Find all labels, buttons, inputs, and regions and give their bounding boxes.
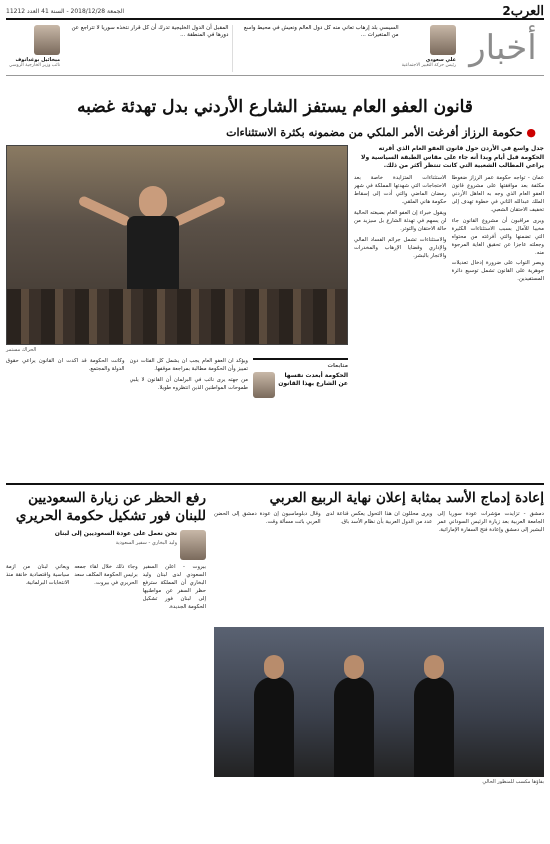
paragraph: ويرى محللون أن هذا التحول يعكس قناعة لدى عدد من الدول العربية بأن نظام الأسد باق.	[325, 511, 433, 525]
quote-text: السيسي بلد إرهاب تعاني منه كل دول العالم ونعيش في محيط واسع من المتغيرات ...	[243, 25, 399, 39]
story1-subhead	[6, 126, 544, 139]
article-column	[6, 358, 125, 475]
paragraph: ويقول خبراء إن العفو العام بصيغته الحالية لن يسهم في تهدئة الشارع بل سيزيد من حالة الاحتقان والتوتر.	[354, 209, 447, 232]
article-column	[452, 175, 545, 475]
quote-2	[9, 25, 233, 72]
quote-1	[237, 25, 460, 72]
lower-section	[6, 489, 544, 844]
story2	[214, 489, 544, 844]
paragraph: ويعاني لبنان من أزمة سياسية واقتصادية خانقة منذ الانتخابات البرلمانية.	[6, 564, 70, 586]
quotes-bar	[6, 22, 462, 75]
story1	[6, 145, 544, 475]
story1-columns	[354, 175, 544, 475]
paragraph: ويؤكد أن العفو العام يجب أن يشمل كل الفئات دون تمييز وأن الحكومة مطالبة بمراجعة موقفها.	[129, 358, 248, 372]
paragraph: بيروت - أعلن السفير السعودي لدى لبنان وليد البخاري أن المملكة سترفع حظر السفر عن مواطنيها إلى لبنان فور تشكيل الحكومة الجديدة.	[142, 564, 206, 610]
bullet-icon: ●	[526, 126, 536, 139]
issue-line: الجمعة 2018/12/28 - السنة 41 العدد 11212	[6, 7, 124, 15]
sidebox	[253, 358, 348, 475]
quote-name: علي سعودي	[425, 57, 456, 63]
story2-headline: إعادة إدماج الأسد بمثابة إعلان نهاية الربيع العربي	[269, 490, 544, 506]
story1-below-photo	[6, 358, 348, 475]
story1-photo-area	[6, 145, 348, 475]
paragraph: وكانت الحكومة قد أكدت أن القانون يراعي حقوق الدولة والمجتمع.	[6, 358, 125, 372]
article-column	[6, 564, 69, 844]
story3-columns	[6, 564, 206, 844]
section-title: أخبار	[469, 28, 537, 68]
photo-caption: بقاؤها مكسب للمنظور الحالي	[482, 779, 544, 785]
section-header	[6, 22, 544, 76]
article-column	[143, 564, 206, 844]
article-column	[130, 358, 249, 475]
paragraph: الاستثناءات المتزايدة خاصة بعد الاحتجاجات التي شهدتها المملكة في شهر رمضان الماضي والتي أدت إلى إسقاط حكومة هاني الملقي.	[354, 175, 447, 205]
paragraph: ويرى مراقبون أن مشروع القانون جاء مخيبا للآمال بسبب الاستثناءات الكثيرة التي تضمنها والتي أفرغته من محتواه وجعلته عاجزا عن تحقيق الغاية المرجوة منه.	[451, 217, 544, 256]
story3-headline: رفع الحظر عن زيارة السعوديين للبنان فور تشكيل حكومة الحريري	[15, 490, 206, 524]
story1-lede: جدل واسع في الأردن حول قانون العفو العام الذي أقرته الحكومة قبل أيام وبدا أنه جاء على مقاس الطبقة السياسية ولا يراعي المطالب الشعبية التي كانت تنتظر أكثر من ذلك.	[361, 145, 544, 170]
story1-subhead-text: حكومة الرزاز أفرغت الأمر الملكي من مضمونه بكثرة الاستثناءات	[226, 126, 523, 139]
section-divider	[6, 483, 544, 485]
paragraph: عمان - تواجه حكومة عمر الرزاز ضغوطا مكثفة بعد موافقتها على مشروع قانون العفو العام الذي وجه به العاهل الأردني الملك عبدالله الثاني في خطوة تهدف إلى تخفيف الاحتقان الشعبي.	[451, 175, 544, 213]
paragraph: من جهته يرى نائب في البرلمان أن القانون لا يلبي طموحات المواطنين الذين انتظروه طويلا.	[129, 376, 248, 391]
article-column	[326, 511, 433, 621]
article-column	[437, 511, 544, 621]
paragraph: ويصر النواب على ضرورة إدخال تعديلات جوهرية على القانون تشمل توسيع دائرة المستفيدين.	[451, 260, 544, 283]
page-number: 2	[502, 4, 511, 18]
quote-role: نائب وزير الخارجية الروسي	[9, 63, 61, 68]
story2-columns	[214, 511, 544, 621]
quote-role: رئيس حركة التغيير الاجتماعية	[401, 63, 456, 68]
avatar	[34, 25, 60, 55]
story1-text	[354, 145, 544, 475]
paragraph: وجاء ذلك خلال لقاء جمعه برئيس الحكومة المكلف سعد الحريري في بيروت.	[74, 564, 138, 586]
sidebox-label: متابعات	[327, 363, 348, 369]
quote-name: ميخائيل بوغدانوف	[15, 57, 61, 63]
paragraph: وقال دبلوماسيون إن عودة دمشق إلى الحضن العربي باتت مسألة وقت.	[213, 511, 321, 525]
article-column	[74, 564, 137, 844]
protest-photo	[6, 145, 348, 345]
story1-headline: قانون العفو العام يستفز الشارع الأردني بدل تهدئة غضبه	[77, 97, 473, 117]
pull-quote: نحن نعمل على عودة السعوديين إلى لبنان	[54, 530, 177, 537]
story3	[6, 489, 206, 844]
quote-text: المقبل أن الدول الخليجية تدرك أن كل قرار نتخذه سوريا لا تتراجع عن دورها في المنطقة ...	[71, 25, 229, 39]
avatar	[253, 372, 275, 398]
avatar	[430, 25, 456, 55]
sidebox-quote: الحكومة أبعدت نفسها عن الشارع بهذا القانون	[278, 372, 348, 388]
article-column	[354, 175, 447, 475]
story3-pullquote	[6, 530, 206, 560]
masthead-logo: العرب	[510, 3, 544, 19]
paragraph: والاستثناءات تشمل جرائم الفساد المالي والإداري وقضايا الإرهاب والمخدرات والاتجار بالبشر.	[354, 236, 447, 259]
pull-quote-name: وليد البخاري - سفير السعودية	[115, 540, 177, 547]
summit-photo	[214, 627, 544, 777]
top-bar	[6, 4, 544, 20]
crowd-illustration	[7, 289, 347, 344]
article-column	[214, 511, 321, 621]
paragraph: دمشق - تزايدت مؤشرات عودة سوريا إلى الجامعة العربية بعد زيارة الرئيس السوداني عمر البشير إلى دمشق وإعادة فتح السفارة الإماراتية.	[437, 511, 544, 533]
avatar	[180, 530, 206, 560]
photo-caption: الحراك مستمر	[6, 347, 37, 353]
